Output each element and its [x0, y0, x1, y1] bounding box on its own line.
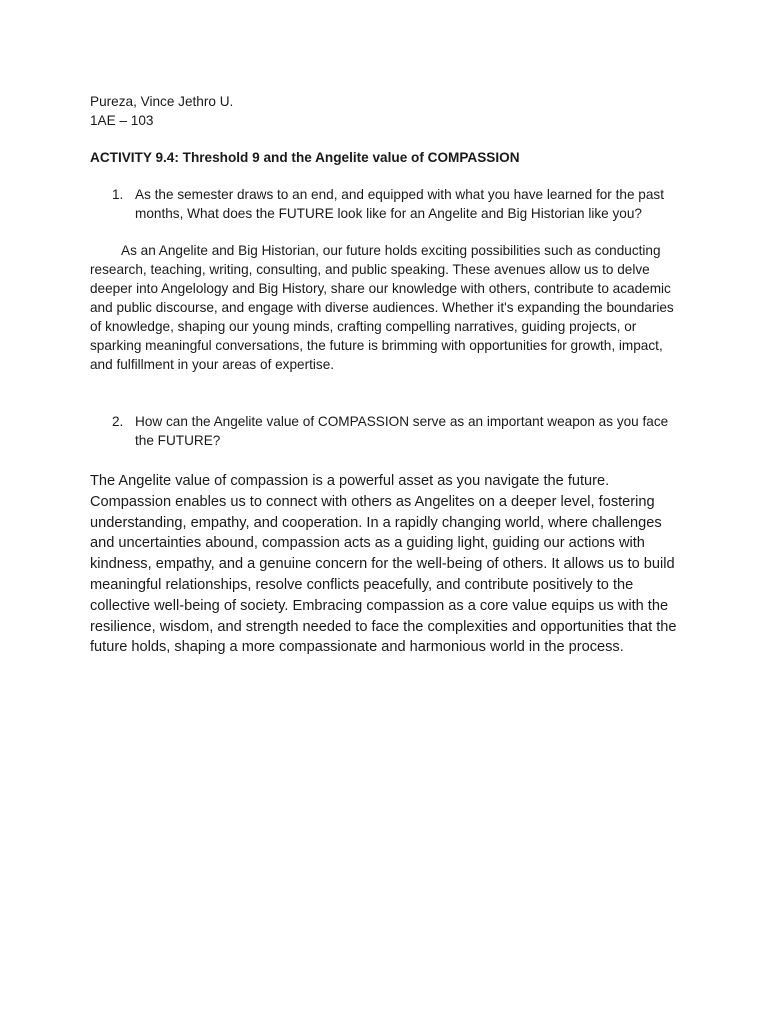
question-1-text: As the semester draws to an end, and equipped with what you have learned for the past months, What does the FUTURE look like for an Angelite and Big Historian like you? — [135, 187, 664, 221]
question-1 — [90, 185, 678, 223]
answer-1: As an Angelite and Big Historian, our future holds exciting possibilities such as conducting research, teaching, writing, consulting, and public speaking. These avenues allow us to delve deeper into Angelology and Big History, share our knowledge with others, contribute to academic and public discourse, and engage with diverse audiences. Whether it's expanding the boundaries of knowledge, shaping our young minds, crafting compelling narratives, guiding projects, or sparking meaningful conversations, the future is brimming with opportunities for growth, impact, and fulfillment in your areas of expertise. — [90, 243, 674, 372]
student-name: Pureza, Vince Jethro U. — [90, 94, 234, 109]
question-2-text: How can the Angelite value of COMPASSION serve as an important weapon as you face the FUTURE? — [135, 414, 669, 448]
question-list-2 — [90, 412, 678, 450]
question-list-1 — [90, 185, 678, 223]
document-page — [90, 92, 678, 658]
answer-2: The Angelite value of compassion is a powerful asset as you navigate the future. Compassion enables us to connect with others as Angelites on a deeper level, fostering understanding, empathy, and cooperation. In a rapidly changing world, where challenges and uncertainties abound, compassion acts as a guiding light, guiding our actions with kindness, empathy, and a genuine concern for the well-being of others. It allows us to build meaningful relationships, resolve conflicts peacefully, and contribute positively to the collective well-being of society. Embracing compassion as a core value equips us with the resilience, wisdom, and strength needed to face the complexities and opportunities that the future holds, shaping a more compassionate and harmonious world in the process. — [90, 473, 677, 656]
activity-title: ACTIVITY 9.4: Threshold 9 and the Angelite value of COMPASSION — [90, 150, 520, 165]
question-2 — [90, 412, 678, 450]
class-section: 1AE – 103 — [90, 113, 154, 128]
question-2-number: 2. — [112, 414, 124, 429]
question-1-number: 1. — [112, 187, 124, 202]
